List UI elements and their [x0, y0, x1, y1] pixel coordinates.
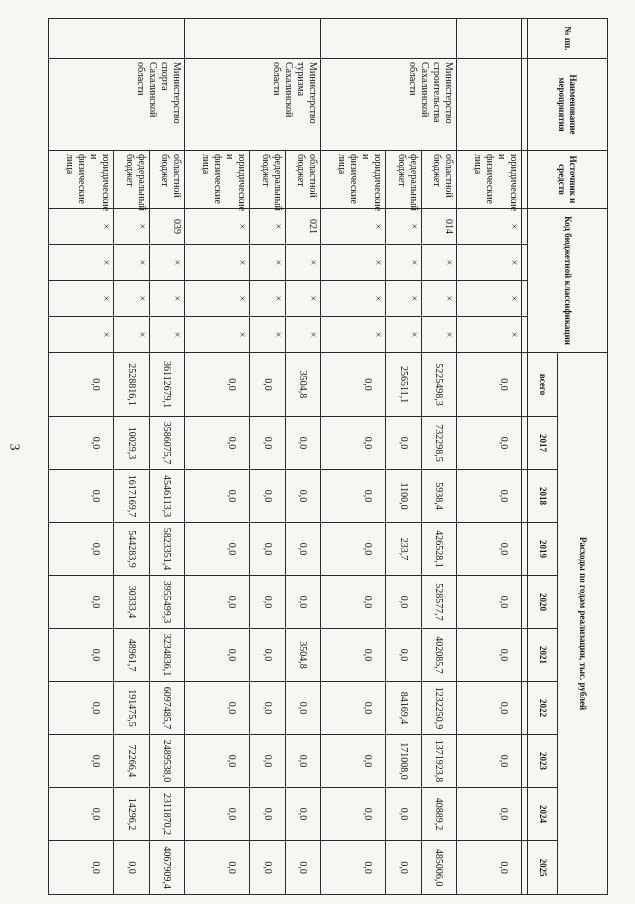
header-no: № пп.	[528, 19, 608, 59]
expense-value: 256511,1	[386, 353, 422, 417]
rotated-table-wrapper	[48, 18, 608, 889]
expense-value: 0,0	[250, 682, 286, 735]
expense-value: 0,0	[250, 523, 286, 576]
expense-value: 30333,4	[114, 576, 150, 629]
budget-code-cell: ×	[185, 317, 250, 353]
funding-source: федеральный бюджет	[114, 151, 150, 209]
expense-value: 3955499,3	[149, 576, 185, 629]
header-expenses: Расходы по годам реализации, тыс. рублей	[558, 353, 608, 895]
budget-code-cell: ×	[321, 281, 386, 317]
budget-code-cell: ×	[250, 209, 286, 245]
funding-source: федеральный бюджет	[386, 151, 422, 209]
expense-value: 426528,1	[421, 523, 457, 576]
expense-value: 0,0	[321, 735, 386, 788]
budget-code-cell: ×	[114, 317, 150, 353]
expense-value: 171008,0	[386, 735, 422, 788]
expense-value: 10029,3	[114, 417, 150, 470]
expense-value: 544283,9	[114, 523, 150, 576]
header-year: 2021	[528, 629, 558, 682]
funding-source: юридические и физические лица	[49, 151, 114, 209]
page-number: 3	[6, 443, 22, 451]
expense-value: 0,0	[185, 735, 250, 788]
expense-value: 0,0	[49, 523, 114, 576]
expense-value: 0,0	[185, 417, 250, 470]
table-row	[321, 19, 386, 895]
expense-value: 48961,7	[114, 629, 150, 682]
spacer-cell	[522, 353, 528, 417]
header-year: 2022	[528, 682, 558, 735]
expense-value: 3586075,7	[149, 417, 185, 470]
expense-value: 0,0	[321, 841, 386, 895]
header-year: 2017	[528, 417, 558, 470]
expense-value: 0,0	[285, 788, 321, 841]
spacer-cell	[522, 788, 528, 841]
expense-value: 0,0	[386, 629, 422, 682]
table-row	[386, 19, 422, 895]
expense-value: 0,0	[49, 576, 114, 629]
expense-value: 5938,4	[421, 470, 457, 523]
budget-code-cell: ×	[250, 281, 286, 317]
expense-value: 0,0	[250, 353, 286, 417]
spacer-cell	[522, 470, 528, 523]
expense-value: 0,0	[285, 523, 321, 576]
expense-value: 36112679,1	[149, 353, 185, 417]
expense-value: 0,0	[114, 841, 150, 895]
funding-source: областной бюджет	[149, 151, 185, 209]
expense-value: 0,0	[321, 523, 386, 576]
budget-code-cell: ×	[149, 317, 185, 353]
expense-value: 0,0	[250, 735, 286, 788]
spacer-cell	[522, 841, 528, 895]
budget-code-cell: ×	[49, 281, 114, 317]
spacer-cell	[522, 682, 528, 735]
expense-value: 0,0	[321, 682, 386, 735]
funding-source: федеральный бюджет	[250, 151, 286, 209]
expense-value: 0,0	[321, 470, 386, 523]
expense-value: 0,0	[185, 353, 250, 417]
expense-value: 0,0	[285, 735, 321, 788]
header-source: Источник и средств	[528, 151, 608, 209]
expense-value: 233,7	[386, 523, 422, 576]
funding-source: юридические и физические лица	[321, 151, 386, 209]
expense-value: 528577,7	[421, 576, 457, 629]
budget-code-cell: ×	[185, 209, 250, 245]
budget-code-cell: ×	[285, 317, 321, 353]
expense-value: 0,0	[185, 682, 250, 735]
expense-value: 6097485,7	[149, 682, 185, 735]
budget-code-cell: ×	[457, 317, 522, 353]
header-year: 2023	[528, 735, 558, 788]
expense-value: 0,0	[285, 417, 321, 470]
budget-table	[48, 18, 608, 895]
expense-value: 5225498,3	[421, 353, 457, 417]
budget-code-cell: 021	[285, 209, 321, 245]
header-year: 2024	[528, 788, 558, 841]
budget-code-cell: ×	[114, 209, 150, 245]
expense-value: 0,0	[457, 523, 522, 576]
expense-value: 0,0	[321, 353, 386, 417]
budget-code-cell: ×	[114, 245, 150, 281]
expense-value: 2528816,1	[114, 353, 150, 417]
expense-value: 72266,4	[114, 735, 150, 788]
expense-value: 0,0	[49, 682, 114, 735]
spacer-cell	[522, 576, 528, 629]
expense-value: 0,0	[457, 629, 522, 682]
budget-code-cell: 039	[149, 209, 185, 245]
budget-code-cell: ×	[114, 281, 150, 317]
budget-code-cell: ×	[321, 245, 386, 281]
expense-value: 4067909,4	[149, 841, 185, 895]
table-row	[114, 19, 150, 895]
expense-value: 402085,7	[421, 629, 457, 682]
expense-value: 0,0	[457, 682, 522, 735]
expense-value: 0,0	[386, 788, 422, 841]
expense-value: 0,0	[457, 353, 522, 417]
expense-value: 0,0	[185, 788, 250, 841]
budget-code-cell: ×	[250, 317, 286, 353]
expense-value: 0,0	[321, 788, 386, 841]
expense-value: 2311870,2	[149, 788, 185, 841]
expense-value: 0,0	[250, 788, 286, 841]
expense-value: 0,0	[185, 523, 250, 576]
budget-code-cell: ×	[185, 281, 250, 317]
expense-value: 0,0	[457, 735, 522, 788]
funding-source: юридические и физические лица	[185, 151, 250, 209]
budget-code-cell: 014	[421, 209, 457, 245]
budget-code-cell: ×	[386, 317, 422, 353]
expense-value: 191475,5	[114, 682, 150, 735]
expense-value: 485006,0	[421, 841, 457, 895]
table-row	[421, 19, 457, 895]
table-row	[457, 19, 522, 895]
spacer-cell	[522, 735, 528, 788]
header-year: 2025	[528, 841, 558, 895]
expense-value: 0,0	[457, 788, 522, 841]
budget-code-cell: ×	[285, 281, 321, 317]
expense-value: 0,0	[250, 470, 286, 523]
expense-value: 1371923,8	[421, 735, 457, 788]
event-name	[457, 59, 522, 151]
expense-value: 0,0	[250, 841, 286, 895]
spacer-cell	[522, 209, 528, 245]
budget-code-cell: ×	[149, 245, 185, 281]
expense-value: 0,0	[457, 841, 522, 895]
table-row	[149, 19, 185, 895]
funding-source: областной бюджет	[285, 151, 321, 209]
expense-value: 0,0	[321, 629, 386, 682]
table-row	[49, 19, 114, 895]
table-row	[285, 19, 321, 895]
spacer-cell	[522, 317, 528, 353]
expense-value: 0,0	[457, 576, 522, 629]
row-number	[321, 19, 457, 59]
expense-value: 0,0	[457, 470, 522, 523]
expense-value: 732298,5	[421, 417, 457, 470]
budget-code-cell: ×	[250, 245, 286, 281]
expense-value: 1617169,7	[114, 470, 150, 523]
funding-source: областной бюджет	[421, 151, 457, 209]
header-code: Код бюджетной классификации	[528, 209, 608, 353]
expense-value: 1100,0	[386, 470, 422, 523]
spacer-cell	[522, 59, 528, 151]
expense-value: 2489538,0	[149, 735, 185, 788]
budget-code-cell: ×	[421, 281, 457, 317]
expense-value: 0,0	[285, 470, 321, 523]
budget-code-cell: ×	[421, 317, 457, 353]
event-name: Министерство строительства Сахалинской области	[321, 59, 457, 151]
budget-code-cell: ×	[49, 317, 114, 353]
budget-code-cell: ×	[185, 245, 250, 281]
expense-value: 0,0	[321, 417, 386, 470]
row-number	[49, 19, 185, 59]
expense-value: 0,0	[49, 841, 114, 895]
expense-value: 84169,4	[386, 682, 422, 735]
budget-code-cell: ×	[149, 281, 185, 317]
spacer-cell	[522, 245, 528, 281]
expense-value: 0,0	[49, 470, 114, 523]
expense-value: 0,0	[285, 576, 321, 629]
budget-code-cell: ×	[386, 281, 422, 317]
row-number	[457, 19, 522, 59]
budget-code-cell: ×	[285, 245, 321, 281]
header-year: 2020	[528, 576, 558, 629]
expense-value: 0,0	[49, 788, 114, 841]
expense-value: 5823351,4	[149, 523, 185, 576]
table-row	[185, 19, 250, 895]
table-row	[250, 19, 286, 895]
event-name: Министерство спорта Сахалинской области	[49, 59, 185, 151]
header-year: всего	[528, 353, 558, 417]
expense-value: 0,0	[185, 629, 250, 682]
expense-value: 40889,2	[421, 788, 457, 841]
budget-code-cell: ×	[457, 281, 522, 317]
expense-value: 0,0	[49, 629, 114, 682]
budget-code-cell: ×	[457, 245, 522, 281]
expense-value: 0,0	[285, 682, 321, 735]
expense-value: 0,0	[185, 841, 250, 895]
budget-code-cell: ×	[386, 209, 422, 245]
spacer-cell	[522, 629, 528, 682]
spacer-cell	[522, 281, 528, 317]
header-year: 2019	[528, 523, 558, 576]
expense-value: 0,0	[250, 576, 286, 629]
spacer-cell	[522, 417, 528, 470]
header-year: 2018	[528, 470, 558, 523]
expense-value: 4546113,3	[149, 470, 185, 523]
expense-value: 0,0	[49, 353, 114, 417]
expense-value: 0,0	[386, 576, 422, 629]
expense-value: 0,0	[386, 841, 422, 895]
expense-value: 0,0	[250, 417, 286, 470]
expense-value: 3504,8	[285, 353, 321, 417]
budget-code-cell: ×	[321, 209, 386, 245]
budget-code-cell: ×	[457, 209, 522, 245]
budget-code-cell: ×	[421, 245, 457, 281]
expense-value: 0,0	[250, 629, 286, 682]
expense-value: 0,0	[285, 841, 321, 895]
expense-value: 0,0	[321, 576, 386, 629]
header-name: Наименование мероприятия	[528, 59, 608, 151]
budget-code-cell: ×	[386, 245, 422, 281]
spacer-row	[522, 19, 528, 895]
expense-value: 0,0	[457, 417, 522, 470]
spacer-cell	[522, 151, 528, 209]
table-body	[49, 19, 528, 895]
expense-value: 0,0	[386, 417, 422, 470]
spacer-cell	[522, 19, 528, 59]
expense-value: 0,0	[185, 576, 250, 629]
event-name: Министерство туризма Сахалинской области	[185, 59, 321, 151]
expense-value: 0,0	[49, 417, 114, 470]
expense-value: 3234836,1	[149, 629, 185, 682]
budget-code-cell: ×	[321, 317, 386, 353]
expense-value: 1232250,9	[421, 682, 457, 735]
budget-code-cell: ×	[49, 209, 114, 245]
row-number	[185, 19, 321, 59]
expense-value: 14296,2	[114, 788, 150, 841]
budget-code-cell: ×	[49, 245, 114, 281]
expense-value: 0,0	[49, 735, 114, 788]
expense-value: 3504,8	[285, 629, 321, 682]
spacer-cell	[522, 523, 528, 576]
funding-source: юридические и физические лица	[457, 151, 522, 209]
expense-value: 0,0	[185, 470, 250, 523]
